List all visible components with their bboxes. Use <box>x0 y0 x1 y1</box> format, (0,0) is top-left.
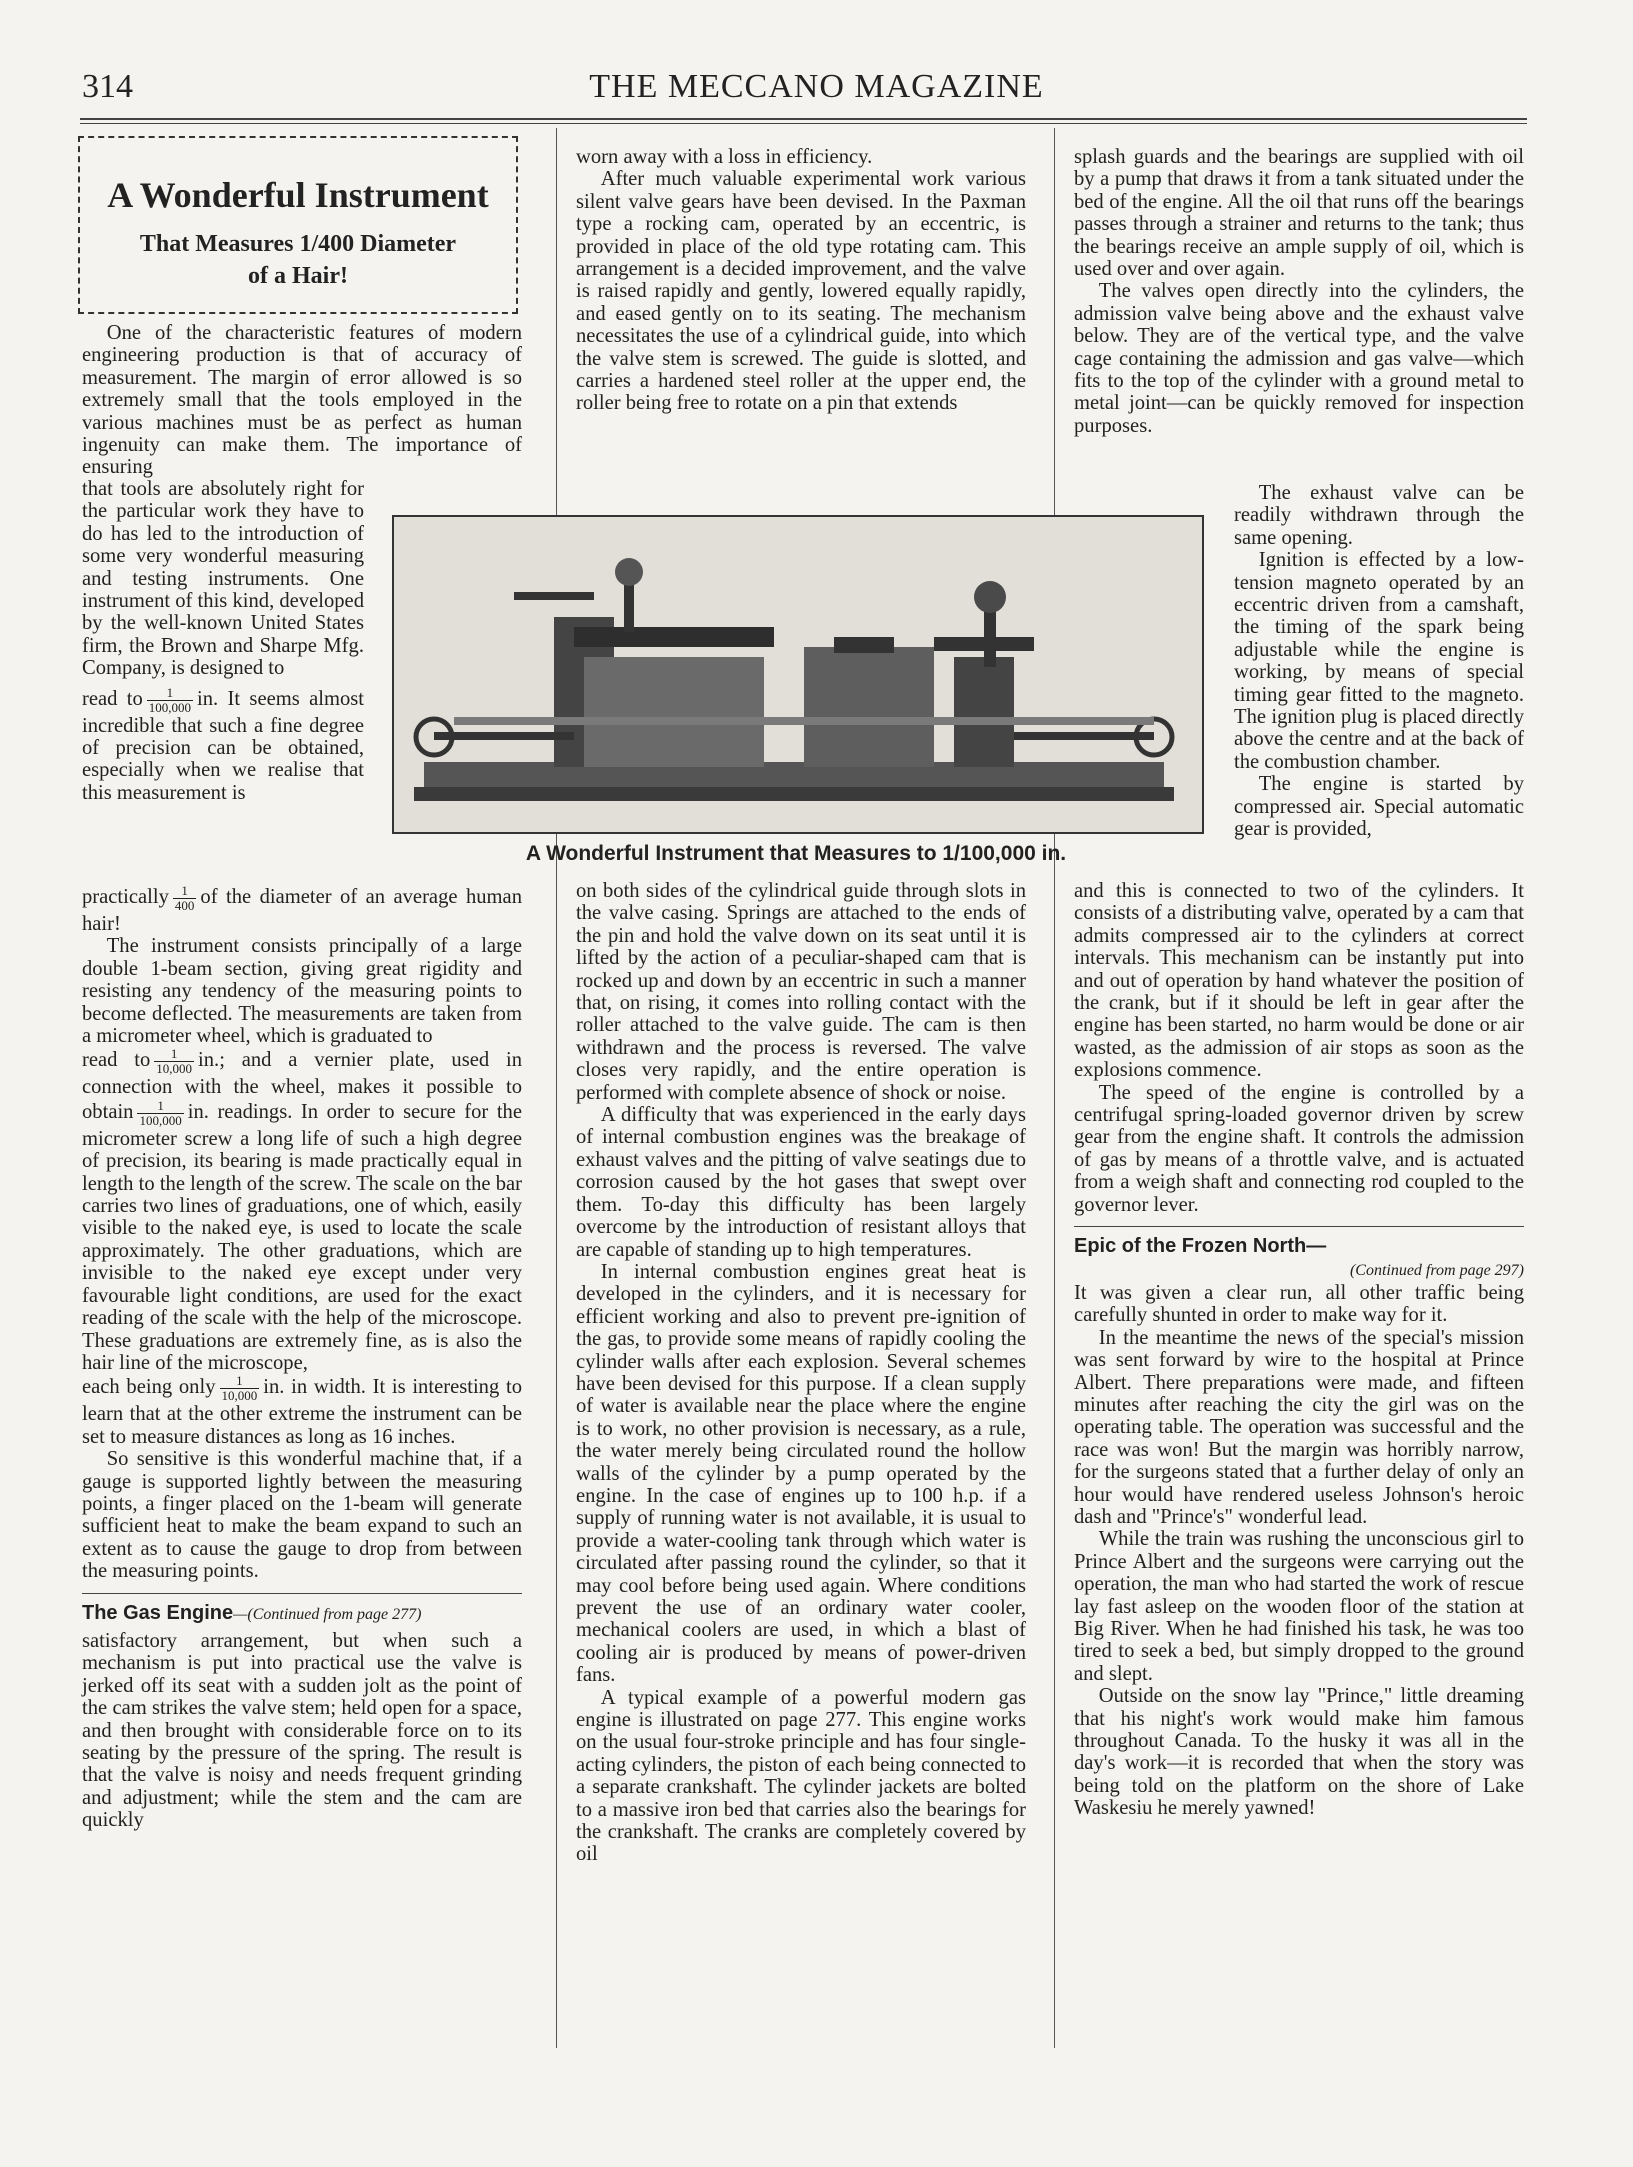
paragraph: satisfactory arrangement, but when such a mechanism is put into practical use the valve is jerked off its seat with a sudden jolt as the point of the cam strikes the valve stem; held open for a space, and then brought with considerable force on to its seating by the pressure of the spring. The result is that the valve is noisy and needs frequent grinding and adjustment; while the stem and the cam are quickly <box>82 1629 522 1832</box>
column-2-bottom <box>576 880 1026 1866</box>
fraction-numerator: 1 <box>173 884 197 899</box>
fraction-denominator: 100,000 <box>139 1112 182 1128</box>
article-title-box <box>78 136 518 314</box>
header-rule-2 <box>80 123 1527 124</box>
paragraph: In the meantime the news of the special's mission was sent forward by wire to the hospital at Prince Albert. There preparations were made, and fifteen minutes after reaching the city the girl was on the operating table. The operation was successful and the race was won! But the margin was horribly narrow, for the surgeons stated that a further delay of only an hour would have rendered useless Johnson's heroic dash and "Prince's" wonderful lead. <box>1074 1326 1524 1528</box>
column-1-intro <box>82 322 522 479</box>
column-2-top <box>576 146 1026 415</box>
paragraph: on both sides of the cylindrical guide through slots in the valve casing. Springs are attached to the ends of the pin and hold the valve down on its seat until it is lifted by the action of a peculiar-shaped cam that is rocked up and down by an eccentric in such a manner that, on rising, it comes into rolling contact with the roller attached to the valve guide. The cam is then withdrawn and the process is reversed. The valve closes very rapidly, and the entire operation is performed with complete absence of shock or noise. <box>576 880 1026 1104</box>
article-title: A Wonderful Instrument <box>107 175 489 215</box>
paragraph <box>82 686 364 805</box>
text: read to <box>82 1049 151 1072</box>
page-number: 314 <box>82 68 133 105</box>
fraction-numerator: 1 <box>220 1374 260 1389</box>
paragraph <box>82 1047 522 1374</box>
section-rule <box>82 1593 522 1594</box>
section-heading <box>82 1602 522 1626</box>
fraction <box>147 686 193 715</box>
paragraph: that tools are absolutely right for the particular work they have to do has led to the introduction of some very wonderful measuring and testing instruments. One instrument of this kind, developed by the well-known United States firm, the Brown and Sharpe Mfg. Company, is designed to <box>82 478 364 680</box>
fraction <box>220 1374 260 1403</box>
paragraph: In internal combustion engines great heat is developed in the cylinders, and it is necessary for efficient working and also to prevent pre-ignition of the gas, to provide some means of rapidly cooling the cylinder walls after each explosion. Several schemes have been devised for this purpose. If a clean supply of water is available near the place where the engine is to work, no other provision is necessary, as a rule, the water merely being circulated round the hollow walls of the cylinder by a pump operated by the engine. In the case of engines up to 100 h.p. if a supply of running water is not available, it is usual to provide a water-cooling tank through which water is circulated after passing round the cylinder, so that it may cool before being used again. Where conditions prevent the use of an ordinary water cooler, mechanical coolers are used, in which a blast of cooling air is produced by means of power-driven fans. <box>576 1260 1026 1687</box>
paragraph: Ignition is effected by a low-tension magneto operated by an eccentric driven from a camshaft, the timing of the spark being adjustable while the engine is working, by means of special timing gear fitted to the magneto. The ignition plug is placed directly above the centre and at the back of the combustion chamber. <box>1234 549 1524 773</box>
fraction-numerator: 1 <box>154 1047 194 1062</box>
magazine-title: THE MECCANO MAGAZINE <box>589 68 1044 105</box>
column-1-wrapped <box>82 478 364 804</box>
fraction-denominator: 100,000 <box>148 699 192 715</box>
paragraph: A difficulty that was experienced in the early days of internal combustion engines was the breakage of exhaust valves and the pitting of valve seatings due to corrosion caused by the hot gases that swept over them. To-day this difficulty has been largely overcome by the introduction of resistant alloys that are capable of standing up to high temperatures. <box>576 1104 1026 1261</box>
section-rule <box>1074 1226 1524 1227</box>
section-title: Epic of the Frozen North— <box>1074 1235 1327 1258</box>
paragraph: A typical example of a powerful modern gas engine is illustrated on page 277. This engine works on the usual four-stroke principle and has four single-acting cylinders, the piston of each being connected to a separate crankshaft. The cylinder jackets are bolted to a massive iron bed that carries also the bearings for the crankshaft. The cranks are completely covered by oil <box>576 1686 1026 1866</box>
column-3-wrapped <box>1234 482 1524 841</box>
header-rule <box>80 118 1527 120</box>
column-1-lower <box>82 884 522 1832</box>
fraction <box>154 1047 194 1076</box>
paragraph: After much valuable experimental work various silent valve gears have been devised. In the Paxman type a rocking cam, operated by an eccentric, is provided in place of the old type rotating cam. This arrangement is a decided improvement, and the valve is raised rapidly and gently, lowered equally rapidly, and eased gently on to its seating. The mechanism necessitates the use of a cylindrical guide, into which the valve stem is screwed. The guide is slotted, and carries a hardened steel roller at the upper end, the roller being free to rotate on a pin that extends <box>576 168 1026 415</box>
text: of the diameter of an average human hair! <box>82 886 522 935</box>
paragraph <box>82 1374 522 1448</box>
continued-note <box>1074 1258 1524 1282</box>
paragraph <box>82 884 522 935</box>
text: in. readings. In order to secure for the micrometer screw a long life of such a high degree of precision, its bearing is made practically equal in length to the length of the screw. The scale on the bar carries two lines of graduations, one of which, easily visible to the naked eye, is used to locate the scale approximately. The other graduations, which are invisible to the naked eye except under very favourable light conditions, are used for the exact reading of the scale with the help of the microscope. These graduations are extremely fine, as is also the hair line of the microscope, <box>82 1101 522 1374</box>
text: read to <box>82 687 143 710</box>
paragraph: So sensitive is this wonderful machine that, if a gauge is supported lightly between the measuring points, a finger placed on the 1-beam will generate sufficient heat to make the beam expand to such an extent as to cause the gauge to drop from between the measuring points. <box>82 1448 522 1583</box>
column-divider-1 <box>556 128 557 2048</box>
text: in. It seems almost incredible that such a fine degree of precision can be obtained, especially when we realise that this measurement is <box>82 687 364 804</box>
article-subtitle-2: of a Hair! <box>248 263 348 289</box>
paragraph: One of the characteristic features of modern engineering production is that of accuracy of measurement. The margin of error allowed is so extremely small that the tools employed in the various machines must be as perfect as human ingenuity can make them. The importance of ensuring <box>82 322 522 479</box>
fraction-denominator: 400 <box>174 898 195 913</box>
paragraph: The speed of the engine is controlled by a centrifugal spring-loaded governor driven by screw gear from the engine shaft. It controls the admission of gas by means of a throttle valve, and is actuated from a weigh shaft and connecting rod coupled to the governor lever. <box>1074 1081 1524 1216</box>
continued-note: —(Continued from page 277) <box>233 1605 422 1623</box>
paragraph: The exhaust valve can be readily withdrawn through the same opening. <box>1234 482 1524 549</box>
paragraph: The instrument consists principally of a large double 1-beam section, giving great rigidity and resisting any tendency of the measuring points to become deflected. The measurements are taken from a micrometer wheel, which is graduated to <box>82 935 522 1048</box>
section-title: The Gas Engine <box>82 1601 234 1624</box>
fraction-denominator: 10,000 <box>221 1388 258 1404</box>
paragraph: splash guards and the bearings are supplied with oil by a pump that draws it from a tank situated under the bed of the engine. All the oil that runs off the bearings passes through a strainer and returns to the tank; thus the bearings receive an ample supply of oil, which is used over and over again. <box>1074 146 1524 281</box>
paragraph: The valves open directly into the cylinders, the admission valve being above and the exhaust valve below. They are of the vertical type, and the valve cage containing the admission and gas valve—which fits to the top of the cylinder with a ground metal to metal joint—can be quickly removed for inspection purposes. <box>1074 280 1524 437</box>
column-3-bottom <box>1074 880 1524 1820</box>
article-subtitle-1: That Measures 1/400 Diameter <box>139 231 457 257</box>
instrument-photo <box>392 515 1204 834</box>
paragraph: Outside on the snow lay "Prince," little dreaming that his night's work would make him famous throughout Canada. To the husky it was all in the day's work—it is recorded that when the story was being told on the platform on the shore of Lake Waskesiu he merely yawned! <box>1074 1685 1524 1820</box>
continued-text: (Continued from page 297) <box>1349 1261 1524 1279</box>
column-3-top <box>1074 146 1524 437</box>
text: each being only <box>82 1376 216 1399</box>
section-heading <box>1074 1235 1524 1257</box>
paragraph: It was given a clear run, all other traffic being carefully shunted in order to make way for it. <box>1074 1281 1524 1327</box>
paragraph: While the train was rushing the unconscious girl to Prince Albert and the surgeons were carrying out the operation, the man who had started the work of rescue lay fast asleep on the wooden floor of the station at Big River. When he had finished his task, he was too tired to seek a bed, but simply dropped to the ground and slept. <box>1074 1528 1524 1685</box>
column-divider-2 <box>1054 128 1055 2048</box>
measuring-machine-illustration <box>394 517 1202 832</box>
fraction <box>137 1099 183 1128</box>
fraction-denominator: 10,000 <box>156 1061 193 1077</box>
fraction <box>173 884 197 913</box>
paragraph: The engine is started by compressed air. Special automatic gear is provided, <box>1234 773 1524 841</box>
text: practically <box>82 886 169 909</box>
fraction-numerator: 1 <box>147 686 193 701</box>
text: in. in width. It is interesting to learn that at the other extreme the instrument can be set to measure distances as long as 16 inches. <box>82 1376 522 1448</box>
figure-caption: A Wonderful Instrument that Measures to 1/100,000 in. <box>525 842 1067 865</box>
text: in.; and a vernier plate, used in connection with the wheel, makes it possible to obtain <box>82 1049 522 1124</box>
fraction-numerator: 1 <box>137 1099 183 1114</box>
paragraph: worn away with a loss in efficiency. <box>576 146 873 168</box>
paragraph: and this is connected to two of the cylinders. It consists of a distributing valve, operated by a cam that admits compressed air to the cylinders at correct intervals. This mechanism can be instantly put into and out of operation by hand whatever the position of the crank, but if it should be left in gear after the engine has been started, no harm would be done or air wasted, as the admission of air stops as soon as the explosions commence. <box>1074 880 1524 1082</box>
